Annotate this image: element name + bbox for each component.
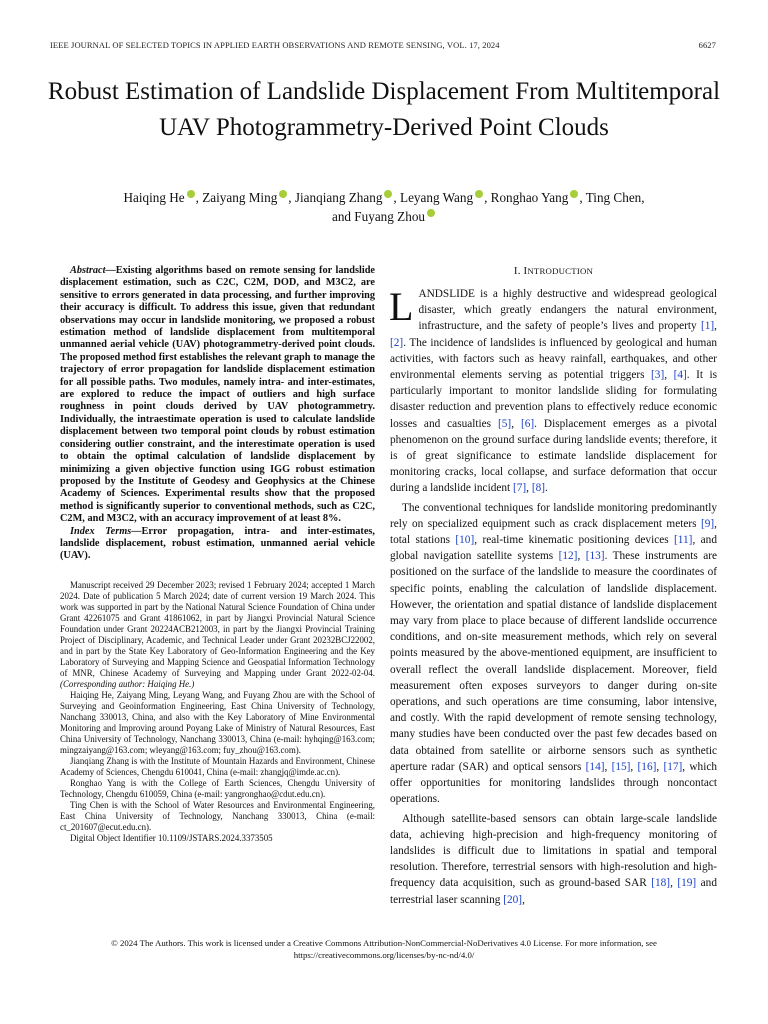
citation-link[interactable]: [16] [637, 760, 657, 773]
citation-link[interactable]: [4] [673, 369, 687, 382]
orcid-icon[interactable] [427, 209, 435, 217]
journal-name: IEEE JOURNAL OF SELECTED TOPICS IN APPLIED EARTH OBSERVATIONS AND REMOTE SENSING, VOL. 17, 2024 [50, 40, 500, 50]
citation-link[interactable]: [2] [390, 336, 404, 349]
section-heading [390, 265, 717, 277]
citation-link[interactable]: [15] [611, 760, 631, 773]
orcid-icon[interactable] [384, 190, 392, 198]
index-terms-label: Index Terms— [70, 525, 142, 537]
text-run: , real-time kinematic positioning devices [474, 534, 675, 547]
text-run: . Displacement emerges as a pivotal phenomenon on the ground surface during landslide events; therefore, it is of great significance to estimate landslide displacement for monitoring cracks, local collapse, and surface deformation that occur during a landslide incident [390, 417, 717, 495]
text-run: ANDSLIDE is a highly destructive and widespread geological disaster, which greatly endangers the natural environment, infrastructure, and the safety of people’s lives and property [418, 288, 717, 333]
citation-link[interactable]: [8] [531, 482, 546, 495]
running-header [50, 40, 716, 50]
author-name: Leyang Wang [400, 190, 474, 205]
intro-paragraph-1: LANDSLIDE is a highly destructive and widespread geological disaster, which greatly endangers the natural environment, infrastructure, and the safety of people’s lives and property [1], [2]. The incidence of landslides is influenced by geological and human activities, with factors such as heavy rainfall, earthquakes, and other environmental elements serving as potential triggers [3], [4]. It is particularly important to monitor landslide sliding for formulating disaster reduction and prevention plans to effectively reduce economic losses and casualties [5], [6]. Displacement emerges as a pivotal phenomenon on the ground surface during landslide events; therefore, it is of great significance to estimate landslide displacement for monitoring cracks, local collapse, and surface deformation that occur during a landslide incident [7], [8]. [389, 284, 717, 495]
footnotes [60, 580, 375, 844]
text-run: , and global navigation satellite systems [390, 534, 717, 563]
text-run: . These instruments are positioned on the surface of the landslide to measure the coordinates of specific points, enabling the calculation of landslide displacement. However, the orientation and spatial distance of landslide displacement may vary from place to place because of different landslide occurrence conditions, and on-site measurement methods, which rely on several points measured by the above-mentioned equipment, are insufficient to overall reflect the overall landslide displacement. Moreover, field measurement often exposes surveyors to danger during on-site operations, and such operations are time consuming, labor intensive, and costly. With the rapid development of remote sensing technology, many studies have been conducted over the past few decades based on data obtained from satellite or airborne sensors such as synthetic aperture radar (SAR) and optical sensors [390, 550, 717, 773]
manuscript-note-text: Manuscript received 29 December 2023; revised 1 February 2024; accepted 1 March 2024. Date of publication 5 March 2024; date of current version 19 March 2024. This work was supported in part by the National Natural Science Foundation of China under Grant 42261075 and Grant 41861062, in part by Jiangxi Provincial Natural Science Foundation under Grant 20224ACB212003, in part by the Jiangxi Provincial Training Project of Disciplinary, Academic, and Technical Leader under Grant 20232BCJ22002, and in part by the State Key Laboratory of Geo-Information Engineering and the Key Laboratory of Surveying and Mapping Science and Geospatial Information Technology of MNR, Chinese Academy of Surveying and Mapping under Grant 2022-02-04. [60, 579, 375, 678]
orcid-icon[interactable] [279, 190, 287, 198]
paper-title: Robust Estimation of Landslide Displacement From Multitemporal UAV Photogrammetry-Derived Point Clouds [47, 78, 721, 141]
author-name: Zaiyang Ming [202, 190, 278, 205]
citation-link[interactable]: [12] [558, 550, 578, 563]
page-number: 6627 [698, 40, 716, 50]
citation-link[interactable]: [5] [498, 417, 512, 430]
index-terms-text: Error propagation, intra- and inter-estimates, landslide displacement, robust estimation, unmanned aerial vehicle (UAV). [60, 525, 375, 562]
license-url[interactable]: https://creativecommons.org/licenses/by-nc-nd/4.0/ [293, 949, 475, 960]
text-run: The conventional techniques for landslide monitoring predominantly rely on specialized equipment such as crack displacement meters [390, 501, 717, 530]
citation-link[interactable]: [9] [700, 517, 715, 530]
author-name: Jianqiang Zhang [294, 190, 383, 205]
text-run: , which offer opportunities for monitoring landslides through noncontact operations. [390, 760, 718, 806]
citation-link[interactable]: [7] [512, 482, 527, 495]
citation-link[interactable]: [19] [677, 877, 697, 890]
orcid-icon[interactable] [475, 190, 483, 198]
citation-link[interactable]: [1] [700, 320, 715, 333]
license-text: © 2024 The Authors. This work is licensed under a Creative Commons Attribution-NonCommercial-NoDerivatives 4.0 License. For more information, see [111, 938, 657, 948]
section-title-rest: NTRODUCTION [527, 266, 594, 276]
license-footer [50, 938, 718, 961]
citation-link[interactable]: [13] [585, 550, 605, 563]
author-name: and Fuyang Zhou [331, 209, 426, 224]
citation-link[interactable]: [20] [503, 893, 523, 906]
orcid-icon[interactable] [570, 190, 578, 198]
abstract-text: Existing algorithms based on remote sensing for landslide displacement estimation, such as C2C, C2M, DOD, and M3C2, are sensitive to errors generated in data processing, and further improving their accuracy is difficult. To address this issue, given that redundant observations may occur in landslide monitoring, we proposed a robust estimation method of landslide displacement from multitemporal unmanned aerial vehicle (UAV) photogrammetry-derived point clouds. The proposed method first establishes the relevant graph to manage the trajectory of error propagation for landslide displacement estimation for all possible paths. Two modules, namely intra- and inter-estimates, are explored to reduce the impact of outliers and high surface roughness in point clouds derived by UAV photogrammetry. Individually, the intraestimate operation is used to calculate landslide displacement between two temporal point clouds by robust estimation considering outlier constraint, and the interestimate operation is used to obtain the optimal calculation of landslide displacement by minimizing a given objective function using IGG robust estimation proposed by the Institute of Geodesy and Geophysics at the Chinese Academy of Sciences. Experimental results show that the proposed method is significantly superior to conventional methods, such as C2C, C2M, and M3C2, with an accuracy improvement of at least 8%. [60, 265, 375, 525]
affiliation-note: Ronghao Yang is with the College of Earth Sciences, Chengdu University of Technology, Chengdu 610059, China (e-mail: yangronghao@cdut.edu.cn). [60, 777, 375, 799]
text-run: Although satellite-based sensors can obtain large-scale landslide data, achieving high-precision and high-frequency monitoring of landslides is difficult due to limitations in spatial and temporal resolution. Therefore, terrestrial sensors with high-resolution and high-frequency data acquisition, such as ground-based SAR [390, 812, 717, 890]
section-first-letter: I [523, 265, 528, 277]
index-terms [60, 526, 375, 563]
author-name: Haiqing He [123, 190, 185, 205]
affiliation-note: Haiqing He, Zaiyang Ming, Leyang Wang, and Fuyang Zhou are with the School of Surveying and Geoinformation Engineering, East China University of Technology, Nanchang 330013, China, and also with the Key Laboratory of Mine Environmental Monitoring and Improving around Poyang Lake of Ministry of Natural Resources, East China University of Technology, Nanchang 330013, China (e-mail: hyhqing@163.com; mingzaiyang@163.com; wleyang@163.com; fuy_zhou@163.com). [60, 689, 375, 755]
text-run: , total stations [390, 517, 717, 547]
doi-note[interactable]: Digital Object Identifier 10.1109/JSTARS.2024.3373505 [70, 832, 273, 843]
citation-link[interactable]: [10] [455, 534, 475, 547]
drop-cap: L [389, 284, 414, 329]
text-run: . It is particularly important to monitor landslide sliding for formulating disaster reduction and prevention plans to effectively reduce economic losses and casualties [390, 369, 717, 430]
author-list: Haiqing He , Zaiyang Ming , Jianqiang Zhang , Leyang Wang , Ronghao Yang , Ting Chen, and Fuyang Zhou [123, 190, 645, 224]
author-name: Ting Chen, [585, 190, 645, 205]
abstract-label: Abstract— [70, 265, 116, 276]
citation-link[interactable]: [14] [585, 760, 605, 773]
citation-link[interactable]: [6] [520, 417, 535, 430]
right-column [390, 265, 717, 908]
affiliation-note: Ting Chen is with the School of Water Resources and Environmental Engineering, East China University of Technology, Nanchang 330013, China (e-mail: ct_201607@ecut.edu.cn). [60, 799, 375, 832]
intro-paragraph-3: Although satellite-based sensors can obtain large-scale landslide data, achieving high-precision and high-frequency monitoring of landslides is difficult due to limitations in spatial and temporal resolution. Therefore, terrestrial sensors with high-resolution and high-frequency data acquisition, such as ground-based SAR [18], [19] and terrestrial laser scanning [20], [390, 812, 717, 906]
citation-link[interactable]: [17] [663, 760, 683, 773]
intro-paragraph-2: The conventional techniques for landslide monitoring predominantly rely on specialized equipment such as crack displacement meters [9], total stations [10], real-time kinematic positioning devices [11], and global navigation satellite systems [12], [13]. These instruments are positioned on the surface of the landslide to measure the coordinates of specific points, enabling the calculation of landslide displacement. However, the orientation and spatial distance of landslide displacement may vary from place to place because of different landslide occurrence conditions, and on-site measurement methods, which rely on several points measured by the above-mentioned equipment, are insufficient to overall reflect the overall landslide displacement. Moreover, field measurement often exposes surveyors to danger during on-site operations, and such operations are time consuming, labor intensive, and costly. With the rapid development of remote sensing technology, many studies have been conducted over the past few decades based on data obtained from satellite or airborne sensors such as synthetic aperture radar (SAR) and optical sensors [14], [15], [16], [17], which offer opportunities for monitoring landslides through noncontact operations. [390, 501, 718, 806]
author-name: Ronghao Yang [490, 190, 569, 205]
left-column [60, 265, 375, 844]
corresponding-author: (Corresponding author: Haiqing He.) [60, 678, 195, 689]
section-numeral: I. [513, 265, 521, 277]
citation-link[interactable]: [18] [651, 877, 671, 890]
affiliation-note: Jianqiang Zhang is with the Institute of Mountain Hazards and Environment, Chinese Academy of Sciences, Chengdu 610041, China (e-mail: zhangjq@imde.ac.cn). [60, 755, 375, 777]
text-run: and terrestrial laser scanning [390, 877, 717, 906]
abstract [60, 265, 375, 526]
citation-link[interactable]: [3] [651, 369, 665, 382]
citation-link[interactable]: [11] [674, 534, 693, 547]
text-run: . The incidence of landslides is influenced by geological and human activities, with factors such as heavy rainfall, earthquakes, and other environmental elements serving as potential triggers [390, 336, 717, 382]
manuscript-note [60, 580, 375, 690]
orcid-icon[interactable] [187, 190, 195, 198]
